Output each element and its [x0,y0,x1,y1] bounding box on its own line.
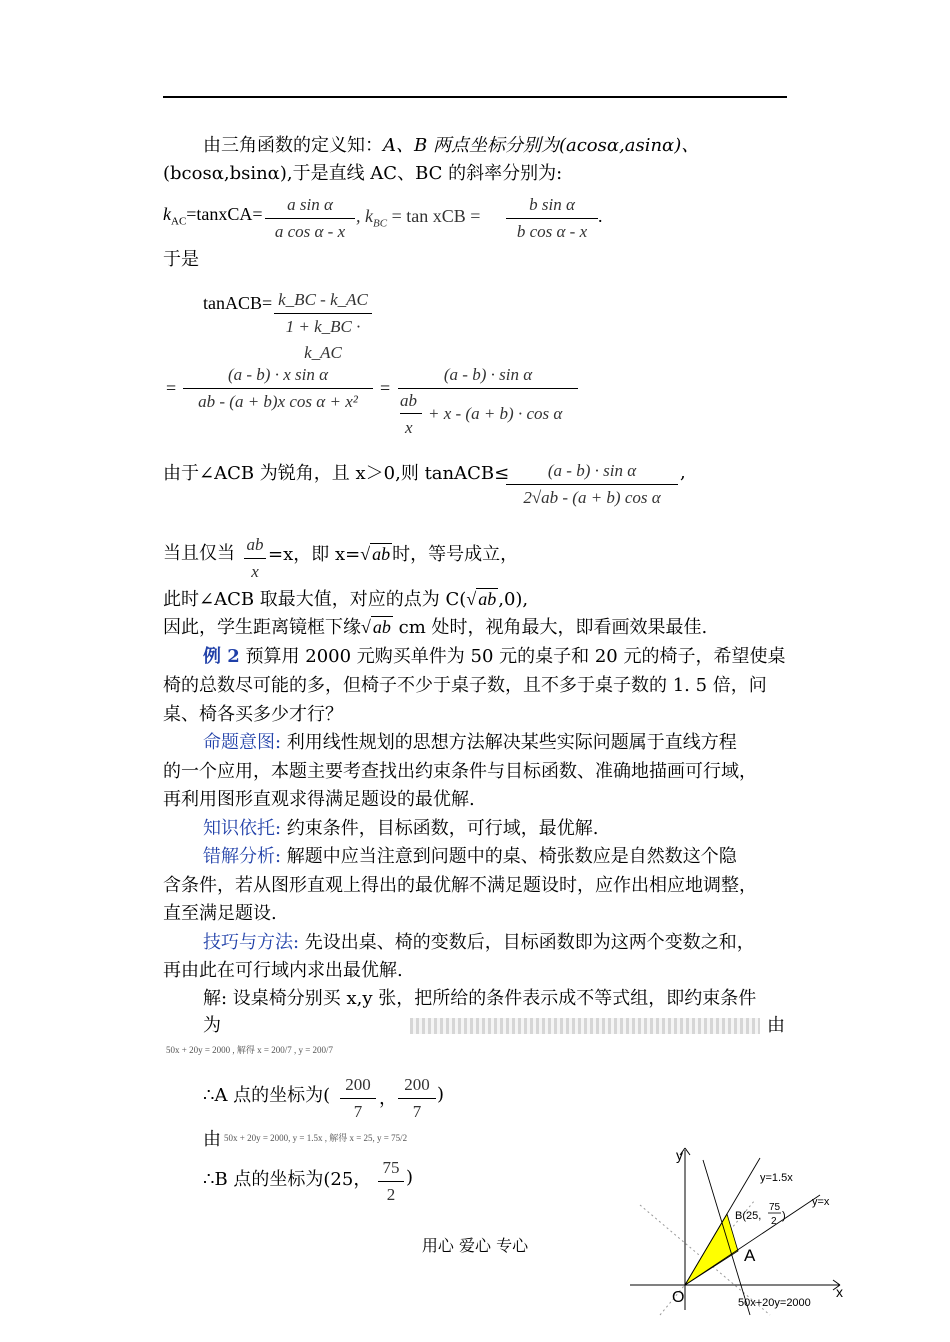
denominator: ab - (a + b)x cos α + x² [198,392,358,411]
text: = [380,378,391,398]
numerator: ab [246,535,264,554]
line-label: 50x+20y=2000 [738,1297,811,1309]
denominator: 7 [353,1102,363,1121]
equation-system: 50x + 20y = 2000, y = 1.5x , 解得 x = 25, y = 75/2 [224,1133,408,1143]
fraction [398,1072,436,1125]
section-label: 技巧与方法: [203,932,300,953]
text-line: 解: 设桌椅分别买 x,y 张，把所给的条件表示成不等式组，即约束条件 [203,988,757,1009]
text: cm 处时，视角最大，即看画效果最佳. [392,617,708,638]
denominator: a cos α - x [274,222,346,241]
fraction [244,532,266,585]
denominator: b cos α - x [516,222,588,241]
sqrt: √ ab [361,617,391,637]
fraction [398,362,578,389]
text: AC [171,215,187,228]
point-b-label: B(25, [735,1210,762,1222]
text-line: 由于∠ACB 为锐角，且 x＞0,则 tanACB≤ [163,463,510,484]
numerator: 200 [404,1075,430,1094]
feasible-region-graph [620,1140,850,1320]
equation-kbc [356,206,480,230]
text-line: 再由此在可行域内求出最优解. [163,960,403,981]
text-line [203,815,599,843]
text: + x - (a + b) · cos α [428,404,563,423]
text-line: 含条件，若从图形直观上得出的最优解不满足题设时，应作出相应地调整， [163,875,757,896]
text: 由 [767,1015,785,1036]
line-y-x [685,1195,820,1285]
text-line: 直至满足题设. [163,903,277,924]
section-label: 命题意图: [203,732,282,753]
text-line [268,540,518,569]
fraction [506,458,678,511]
sqrt: √ ab [466,589,497,609]
text: 由三角函数的定义知： [203,135,383,156]
text-line: 桌、椅各买多少才行？ [163,704,343,725]
text-line: 的一个应用，本题主要考查找出约束条件与目标函数、准确地描画可行域， [163,761,757,782]
text: 预算用 2000 元购买单件为 50 元的桌子和 20 元的椅子，希望使桌 [239,646,786,667]
section-label: 知识依托: [203,818,282,839]
text-line: 再利用图形直观求得满足题设的最优解. [163,789,475,810]
text: A、B 两点坐标分别为(acosα,asinα)、 [383,135,700,156]
text-line [203,132,699,160]
text: x [405,418,413,437]
text: ab [372,617,391,637]
line-label: y=x [812,1196,830,1208]
text: ,0), [498,589,529,610]
text: tanACB= [203,293,273,313]
text-line [163,585,528,614]
point-b-den: 2 [771,1216,777,1227]
text: ∴B 点的坐标为(25， [203,1169,372,1190]
text-line [203,729,737,757]
point-a-label: A [744,1246,756,1265]
denominator: x [251,562,259,581]
text: =tanxCA= [186,204,263,224]
text: 因此，学生距离镜框下缘 [163,617,361,638]
example-label: 例 2 [203,646,240,667]
text: 先设出桌、椅的变数后，目标函数即为这两个变数之和， [299,932,755,953]
origin-label: O [672,1289,685,1306]
equation-kac [163,204,263,228]
fraction [265,192,355,245]
equation-system: 50x + 20y = 2000 , 解得 x = 200/7 , y = 200/7 [166,1045,334,1055]
fraction [274,287,372,366]
text-line: 于是 [163,249,199,270]
y-label: y [676,1147,683,1163]
line-label: y=1.5x [760,1172,793,1184]
numerator: (a - b) · sin α [443,365,533,384]
numerator: 200 [345,1075,371,1094]
text: k [163,204,171,224]
text: ) [437,1084,445,1105]
numerator: (a - b) · sin α [547,461,637,480]
fraction-bar [398,388,578,389]
text-line [163,160,562,188]
fraction [183,362,373,415]
fraction-bar [400,413,422,414]
text-line [203,929,755,957]
denominator: 7 [412,1102,422,1121]
text: 当且仅当 [163,543,235,564]
text: (bcosα,bsinα),于是直线 AC、BC 的斜率分别为: [163,163,563,184]
section-label: 错解分析: [203,846,282,867]
denominator: 1 + k_BC · k_AC [285,317,361,362]
point-b-end: ) [782,1210,786,1222]
text: 利用线性规划的思想方法解决某些实际问题属于直线方程 [281,732,737,753]
fraction [340,1072,376,1125]
line-budget [703,1160,750,1315]
point-b-num: 75 [769,1202,781,1213]
text: 由 [203,1129,221,1150]
text: BC [373,217,388,230]
text-line [163,540,235,568]
fraction [506,192,598,245]
denominator: 2 [386,1185,396,1204]
text: 为 [203,1015,221,1036]
text: ， [379,1088,397,1109]
text: = tan xCB = [387,206,481,226]
numerator: a sin α [287,195,333,214]
text: 时，等号成立， [392,544,519,565]
text-line [203,843,737,871]
text: 约束条件，目标函数，可行域，最优解. [281,818,599,839]
numerator: b sin α [529,195,575,214]
text-line [203,643,785,671]
text: ∴A 点的坐标为( [203,1085,331,1106]
text: = [166,378,177,398]
numerator: 75 [382,1158,400,1177]
fraction [378,1155,404,1208]
text: 此时∠ACB 取最大值，对应的点为 C( [163,589,467,610]
text: , [680,462,686,483]
numerator: (a - b) · x sin α [227,365,329,384]
text: . [598,206,603,226]
blurred-inequality-system [410,1018,760,1034]
denominator: 2√ab - (a + b) cos α [523,488,661,507]
text: 解题中应当注意到问题中的桌、椅张数应是自然数这个隐 [281,846,737,867]
text: ) [406,1167,414,1188]
text-line [163,613,707,642]
text: =x，即 x= [268,544,361,565]
page-footer: 用心 爱心 专心 [421,1236,529,1255]
text: ab [478,589,497,609]
text: ab [400,391,417,410]
text: ab [372,544,391,564]
header-rule [163,96,787,98]
numerator: k_BC - k_AC [278,290,368,309]
x-label: x [836,1284,843,1300]
text: , k [356,206,373,226]
text-line: 椅的总数尽可能的多，但椅子不少于桌子数，且不多于桌子数的 1. 5 倍，问 [163,675,767,696]
sqrt: √ ab [360,544,391,564]
